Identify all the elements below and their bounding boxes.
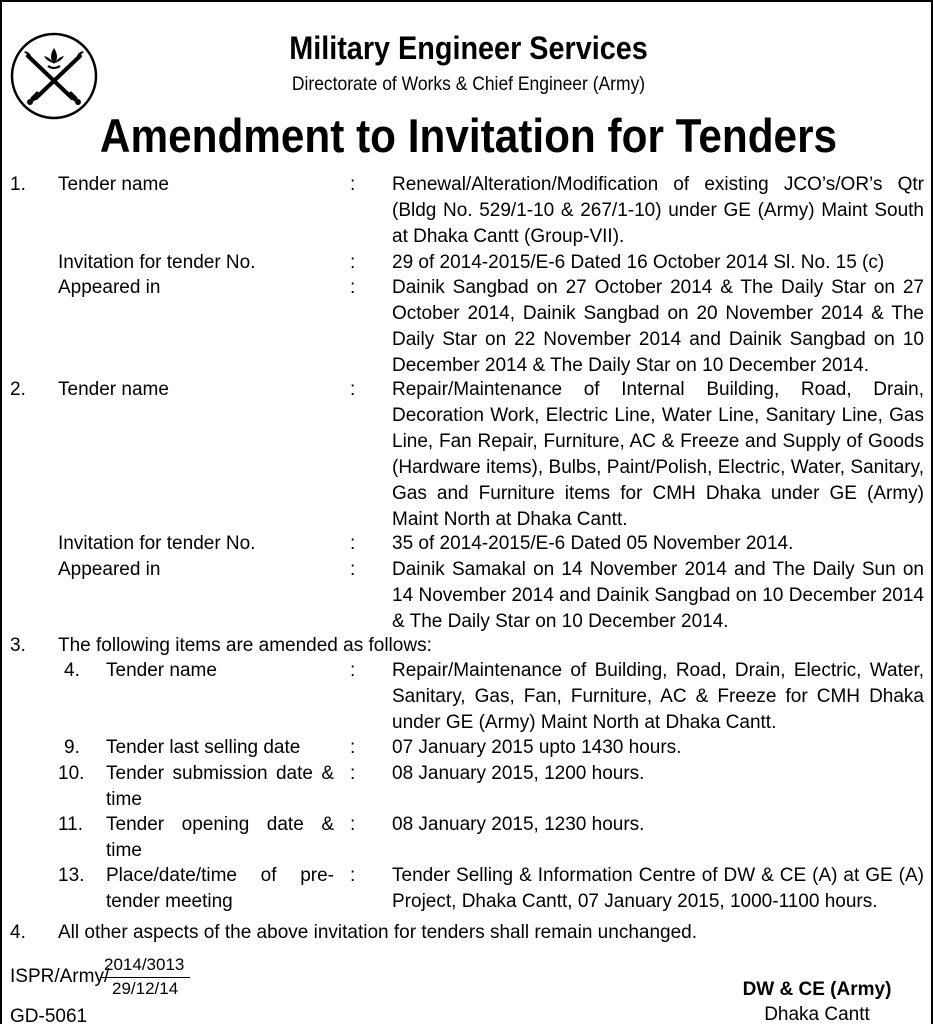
colon-separator: : [350,174,356,195]
colon-separator: : [350,814,356,835]
item-number: 3. [10,635,26,656]
organization-name: Military Engineer Services [289,30,648,66]
signatory: DW & CE (Army) [742,979,892,1000]
colon-separator: : [350,737,356,758]
colon-separator: : [350,252,356,273]
amendment-value: 08 January 2015, 1230 hours. [392,814,645,835]
amendment-number: 13. [58,865,85,886]
field-value: Renewal/Alteration/Modification of existing JCO’s/OR’s Qtr (Bldg No. 529/1-10 & 267/1-10) under GE (Army) Maint South at Dhaka Cantt (Group-VII). [392,174,924,247]
amendment-label: Tender submission date & time [106,763,334,810]
fraction-divider [100,977,190,978]
field-value: 29 of 2014-2015/E-6 Dated 16 October 2014 Sl. No. 15 (c) [392,252,885,273]
field-label: Appeared in [58,559,161,580]
amendment-value: Tender Selling & Information Centre of DW & CE (A) at GE (A) Project, Dhaka Cantt, 07 January 2015, 1000-1100 hours. [392,865,924,912]
amendment-label: Tender opening date & time [106,814,334,861]
ispr-reference-number: 2014/3013 [104,955,185,974]
amendment-value: Repair/Maintenance of Building, Road, Drain, Electric, Water, Sanitary, Gas, Fan, Furniture, AC & Freeze for CMH Dhaka under GE (Army) Maint North at Dhaka Cantt. [392,660,924,733]
field-label: Tender name [58,379,169,400]
colon-separator: : [350,865,356,886]
field-label: Invitation for tender No. [58,533,256,554]
field-label: Invitation for tender No. [58,252,256,273]
amendment-label: Tender last selling date [106,737,301,758]
amendment-number: 9. [64,737,80,758]
amendment-value: 08 January 2015, 1200 hours. [392,763,645,784]
colon-separator: : [350,559,356,580]
colon-separator: : [350,379,356,400]
ispr-reference-date: 29/12/14 [112,979,179,998]
field-label: Tender name [58,174,169,195]
section-text: All other aspects of the above invitation for tenders shall remain unchanged. [58,922,697,943]
amendment-label: Tender name [106,660,217,681]
gd-number: GD-5061 [10,1006,88,1027]
item-number: 2. [10,379,26,400]
field-label: Appeared in [58,277,161,298]
colon-separator: : [350,277,356,298]
field-value: Repair/Maintenance of Internal Building, Road, Drain, Decoration Work, Electric Line, Water Line, Sanitary Line, Gas Line, Fan Repair, Furniture, AC & Freeze and Supply of Goods (Hardware items), Bulbs, Paint/Polish, Electric, Water, Sanitary, Gas and Furniture items for CMH Dhaka under GE (Army) Maint North at Dhaka Cantt. [392,379,924,530]
colon-separator: : [350,763,356,784]
field-value: Dainik Samakal on 14 November 2014 and The Daily Sun on 14 November 2014 and Dainik Sangbad on 10 December 2014 & The Daily Star on 10 December 2014. [392,559,924,632]
amendment-number: 11. [58,814,84,835]
document-title: Amendment to Invitation for Tenders [99,109,838,162]
amendment-number: 4. [64,660,80,681]
organization-subtitle: Directorate of Works & Chief Engineer (Army) [291,74,646,95]
amendment-label: Place/date/time of pre-tender meeting [106,865,334,912]
amendment-value: 07 January 2015 upto 1430 hours. [392,737,682,758]
ispr-reference-prefix: ISPR/Army/ [10,966,110,987]
colon-separator: : [350,533,356,554]
section-intro-text: The following items are amended as follows: [58,635,432,656]
item-number: 1. [10,174,26,195]
amendment-number: 10. [58,763,85,784]
signatory-location: Dhaka Cantt [764,1004,870,1025]
field-value: 35 of 2014-2015/E-6 Dated 05 November 2014. [392,533,794,554]
field-value: Dainik Sangbad on 27 October 2014 & The Daily Star on 27 October 2014, Dainik Sangbad on 20 November 2014 & The Daily Star on 22 November 2014 and Dainik Sangbad on 10 December 2014 & The Daily Star on 10 December 2014. [392,277,924,376]
colon-separator: : [350,660,356,681]
item-number: 4. [10,922,26,943]
